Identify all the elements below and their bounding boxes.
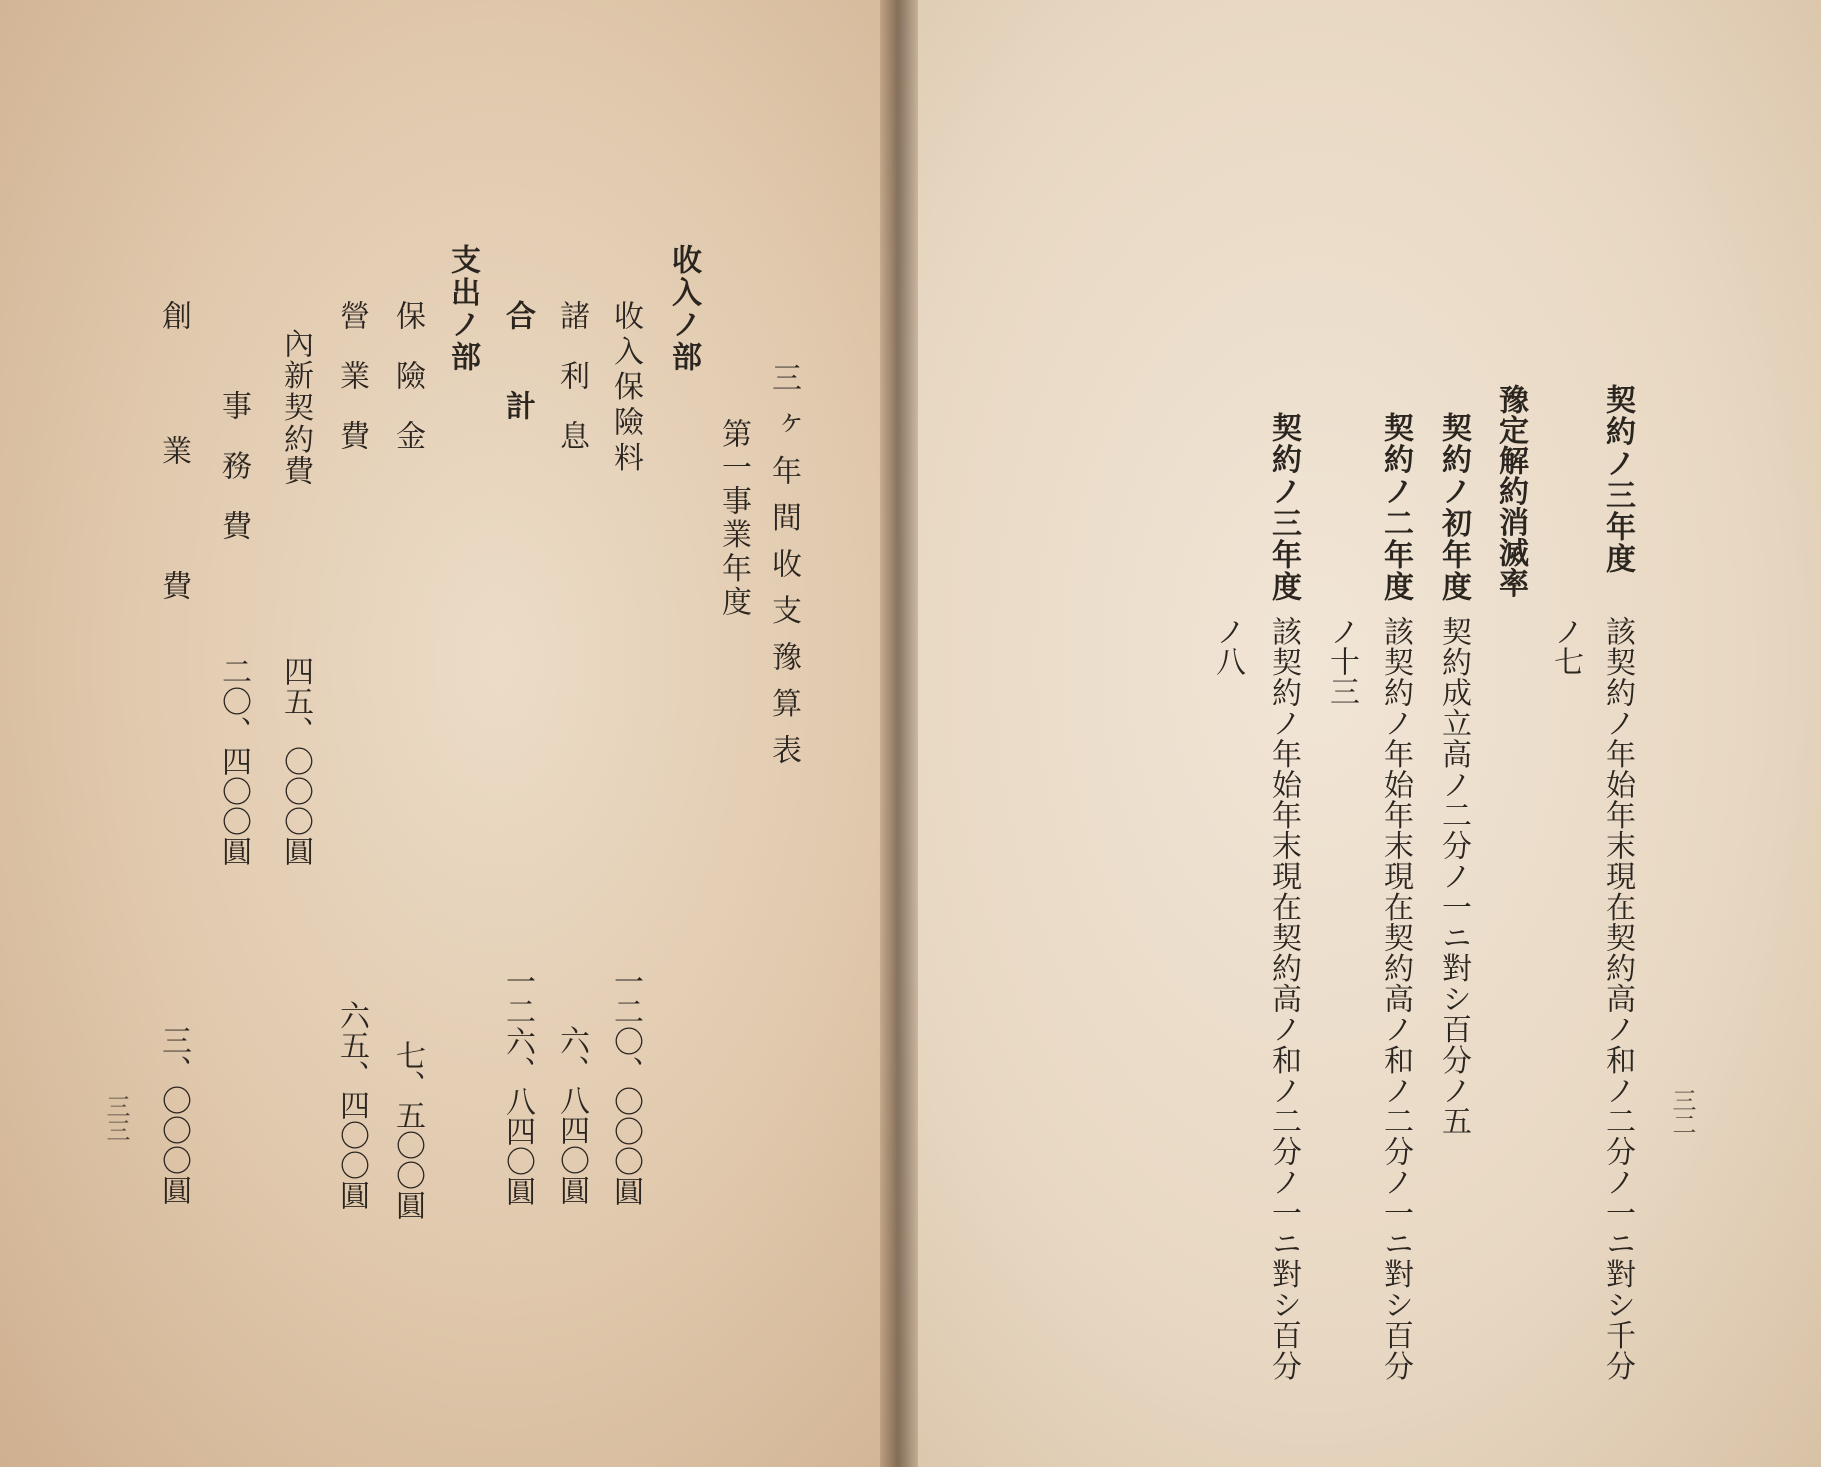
new-contract-cost-label: 內新契約費 — [278, 328, 313, 487]
founding-expense-label: 創 業 費 — [156, 300, 191, 638]
operating-expense-label: 營 業 費 — [334, 300, 369, 450]
interest-amount: 六、八四〇圓 — [554, 1025, 589, 1205]
third-year-label-1: 契約ノ三年度 — [1600, 384, 1635, 575]
founding-expense-amount: 三、〇〇〇圓 — [156, 1025, 191, 1205]
interest-label: 諸 利 息 — [554, 300, 589, 450]
operating-expense-amount: 六五、四〇〇圓 — [334, 1000, 369, 1210]
rate-continuation-3: ノ八 — [1210, 616, 1245, 676]
income-section-heading: 收入ノ部 — [666, 244, 701, 374]
income-premium-label: 收入保險料 — [608, 300, 643, 477]
fiscal-year-heading: 第一事業年度 — [716, 418, 751, 620]
rate-continuation-2: ノ十三 — [1324, 616, 1359, 706]
book-gutter — [880, 0, 918, 1467]
rate-continuation-1: ノ七 — [1548, 616, 1583, 676]
lapse-rate-heading: 豫定解約消滅率 — [1493, 384, 1528, 599]
second-year-label: 契約ノ二年度 — [1378, 412, 1413, 603]
first-year-rate: 契約成立高ノ二分ノ一ニ對シ百分ノ五 — [1436, 616, 1471, 1137]
income-total-label: 合 計 — [500, 300, 535, 420]
page-number-right: 三二 — [1668, 1088, 1696, 1136]
second-year-rate: 該契約ノ年始年末現在契約高ノ和ノ二分ノ一ニ對シ百分 — [1378, 616, 1413, 1381]
claims-amount: 七、五〇〇圓 — [390, 1040, 425, 1220]
office-expense-amount: 二〇、四〇〇圓 — [216, 656, 251, 866]
third-year-rate-1: 該契約ノ年始年末現在契約高ノ和ノ二分ノ一ニ對シ千分 — [1600, 616, 1635, 1381]
income-premium-amount: 一二〇、〇〇〇圓 — [608, 966, 643, 1206]
office-expense-label: 事 務 費 — [216, 390, 251, 540]
income-total-amount: 一二六、八四〇圓 — [500, 966, 535, 1206]
third-year-label-2: 契約ノ三年度 — [1266, 412, 1301, 603]
page-number-left: 三三 — [102, 1094, 130, 1142]
new-contract-cost-amount: 四五、〇〇〇圓 — [278, 656, 313, 866]
first-year-label: 契約ノ初年度 — [1436, 412, 1471, 603]
table-title: 三ヶ年間收支豫算表 — [766, 362, 801, 781]
right-page — [898, 0, 1821, 1467]
claims-label: 保 險 金 — [390, 300, 425, 450]
third-year-rate-2: 該契約ノ年始年末現在契約高ノ和ノ二分ノ一ニ對シ百分 — [1266, 616, 1301, 1381]
expense-section-heading: 支出ノ部 — [445, 244, 480, 374]
